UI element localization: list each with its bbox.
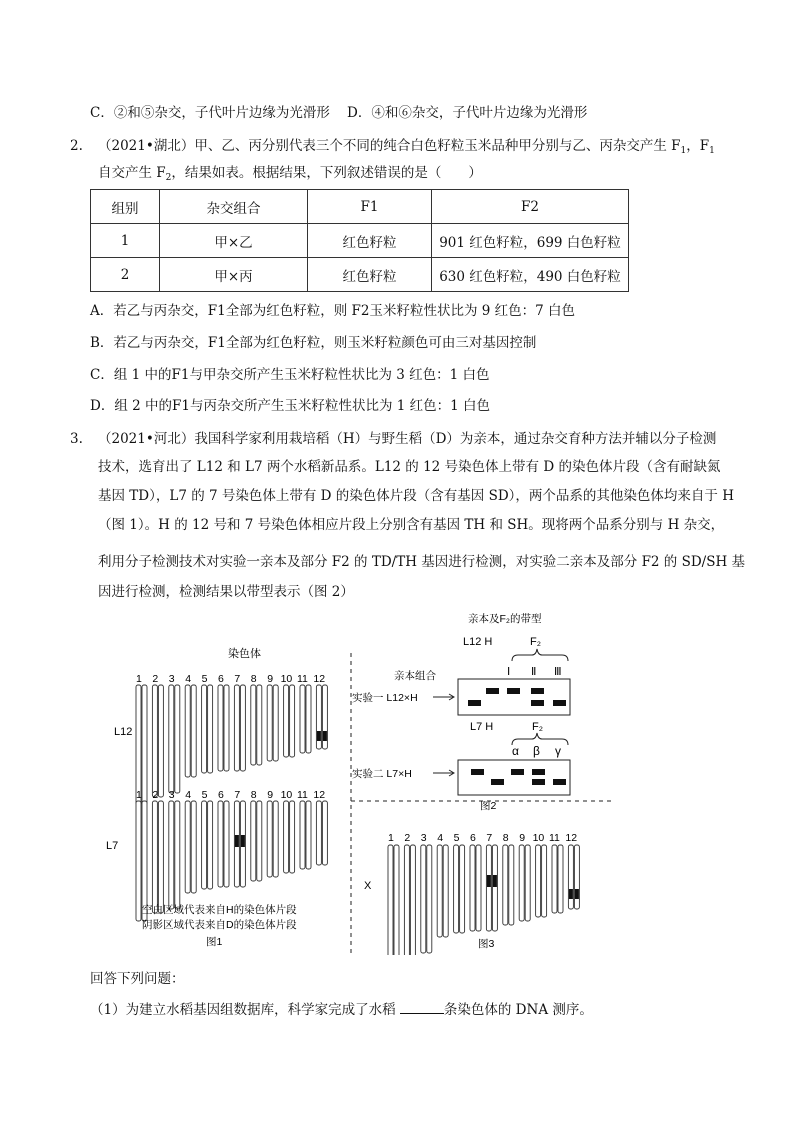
chromosome-number: 11	[297, 673, 308, 685]
chromosome-number: 12	[565, 832, 578, 844]
band	[511, 769, 524, 775]
d-segment	[487, 875, 491, 887]
d-segment	[493, 875, 497, 887]
table-cell: 红色籽粒	[308, 258, 432, 292]
chromosome-number: 2	[152, 673, 159, 685]
chromatid	[394, 845, 399, 955]
chromatid	[136, 801, 141, 921]
table-cell: 1	[91, 224, 160, 258]
band	[471, 769, 484, 775]
chromatid	[306, 685, 311, 753]
table-row	[91, 258, 629, 292]
chromatid	[476, 845, 481, 931]
chromosome-number: 11	[549, 832, 560, 844]
band	[468, 700, 481, 706]
table-cell: 甲×乙	[160, 224, 308, 258]
chromosome-figure	[100, 605, 620, 955]
chromatid	[558, 845, 563, 913]
chromosome-number: 10	[280, 673, 293, 685]
chromosome-number: 1	[388, 832, 394, 844]
chromatid	[503, 845, 508, 925]
exp2-f2-label: F₂	[532, 721, 543, 733]
chromosome-number: 5	[201, 789, 208, 801]
chromosome-number: 5	[201, 673, 208, 685]
chromatid	[158, 685, 163, 797]
chromatid	[470, 845, 475, 931]
band	[532, 779, 545, 785]
exp2-type: α	[512, 744, 519, 758]
chromatid	[240, 685, 245, 771]
d-segment	[569, 889, 573, 899]
exp1-brace	[512, 649, 568, 661]
chromosome-number: 1	[136, 673, 142, 685]
exp1-f2-label: F₂	[530, 636, 541, 648]
chromatid	[202, 685, 207, 773]
chromatid	[218, 685, 223, 771]
table-cell: 901 红色籽粒，699 白色籽粒	[432, 224, 629, 258]
band	[531, 700, 544, 706]
exp2-type: β	[533, 744, 540, 758]
chromatid	[257, 801, 262, 881]
chromatid	[175, 801, 180, 909]
chromatid	[273, 685, 278, 761]
table-cell: 甲×丙	[160, 258, 308, 292]
chromosome-number: 4	[185, 673, 192, 685]
band	[491, 779, 504, 785]
chromatid	[224, 685, 229, 771]
chromatid	[552, 845, 557, 913]
table-cell: 630 红色籽粒，490 白色籽粒	[432, 258, 629, 292]
chromosome-number: 8	[502, 832, 509, 844]
chromosome-number: 9	[519, 832, 526, 844]
chromosome-number: 4	[185, 789, 192, 801]
chromatid	[306, 801, 311, 869]
chromatid	[316, 801, 321, 865]
fig1-title: 染色体	[228, 648, 261, 660]
chromosome-number: 7	[234, 789, 241, 801]
chromatid	[234, 685, 239, 771]
q2-option-a: A．若乙与丙杂交，F1全部为红色籽粒，则 F2玉米籽粒性状比为 9 红色：7 白色	[90, 303, 576, 319]
chromatid	[427, 845, 432, 953]
chromosome-number: 6	[470, 832, 476, 844]
chromatid	[251, 685, 256, 765]
chromatid	[218, 801, 223, 887]
chromatid	[536, 845, 541, 917]
d-segment	[241, 835, 245, 847]
answer-blank[interactable]	[400, 1001, 444, 1014]
chromatid	[443, 845, 448, 937]
band	[553, 700, 566, 706]
chromatid	[191, 801, 196, 893]
chromatid	[574, 845, 579, 909]
chromatid	[290, 685, 295, 757]
chromatid	[185, 801, 190, 893]
chromatid	[208, 685, 213, 773]
exp1-header: L12 H	[463, 636, 493, 648]
exp1-type: Ⅱ	[531, 666, 537, 678]
chromatid	[273, 801, 278, 877]
chromatid	[437, 845, 442, 937]
q3-sub1: （1）为建立水稻基因组数据库，科学家完成了水稻 条染色体的 DNA 测序。	[90, 1002, 593, 1018]
chromatid	[421, 845, 426, 953]
exp1-type: Ⅲ	[554, 666, 562, 678]
chromatid	[322, 801, 327, 865]
chromatid	[410, 845, 415, 955]
chromosome-number: 3	[420, 832, 427, 844]
legend-line-1: 空白区域代表来自H的染色体片段	[142, 904, 297, 916]
chromatid	[169, 801, 174, 909]
q3-stem-line: （2021•河北）我国科学家利用栽培稻（H）与野生稻（D）为亲本，通过杂交育种方法并辅以分子检测	[98, 431, 717, 447]
fig3-caption: 图3	[478, 938, 495, 950]
exp1-type: Ⅰ	[507, 666, 511, 678]
legend-line-2: 阴影区域代表来自D的染色体片段	[142, 919, 297, 931]
q3-stem-line: 利用分子检测技术对实验一亲本及部分 F2 的 TD/TH 基因进行检测，对实验二亲本及部分 F2 的 SD/SH 基	[98, 554, 746, 570]
q1-option-d: D．④和⑥杂交，子代叶片边缘为光滑形	[347, 105, 588, 121]
answer-prompt: 回答下列问题：	[90, 971, 185, 987]
chromatid	[267, 801, 272, 877]
l12-label: L12	[114, 726, 133, 738]
fig2-caption: 图2	[480, 800, 497, 812]
exp1-bands	[468, 688, 566, 706]
exp1-band-box	[458, 679, 570, 715]
chromatid	[519, 845, 524, 921]
chromatid	[492, 845, 497, 931]
chromatid	[300, 801, 305, 869]
q2-number: 2.	[70, 138, 83, 154]
chromatid	[267, 685, 272, 761]
chromosome-number: 7	[486, 832, 493, 844]
chromatid	[142, 685, 147, 805]
fig2-title: 亲本及F₂的带型	[468, 613, 542, 625]
chromatid	[224, 801, 229, 887]
chromatid	[136, 685, 141, 805]
chromatid	[460, 845, 465, 933]
chromosome-number: 11	[297, 789, 308, 801]
x-label: X	[364, 880, 372, 892]
exp2-label: 实验二 L7×H	[352, 768, 412, 780]
d-segment	[323, 731, 327, 741]
chromatid	[290, 801, 295, 873]
q3-stem-line: 技术，选育出了 L12 和 L7 两个水稻新品系。L12 的 12 号染色体上带有 D 的染色体片段（含有耐缺氮	[98, 459, 721, 475]
chromosome-number: 1	[136, 789, 142, 801]
chromosome-number: 5	[453, 832, 460, 844]
chromosome-number: 8	[250, 673, 257, 685]
chromatid	[202, 801, 207, 889]
chromosome-number: 8	[250, 789, 257, 801]
chromatid	[542, 845, 547, 917]
band	[486, 688, 499, 694]
exp2-type: γ	[555, 744, 561, 758]
chromatid	[185, 685, 190, 777]
chromatid	[158, 801, 163, 913]
exp1-label: 实验一 L12×H	[352, 692, 418, 704]
chromatid	[142, 801, 147, 921]
chromatid	[300, 685, 305, 753]
d-segment	[235, 835, 239, 847]
chromosome-number: 12	[313, 673, 326, 685]
chromatid	[509, 845, 514, 925]
chromatid	[404, 845, 409, 955]
chromosome-number: 12	[313, 789, 326, 801]
chromosome-number: 10	[532, 832, 545, 844]
table-header: F2	[432, 190, 629, 224]
chromatid	[568, 845, 573, 909]
band	[553, 779, 566, 785]
chromosome-number: 9	[267, 789, 274, 801]
q3-number: 3.	[70, 431, 83, 447]
chromatid	[284, 685, 289, 757]
q2-stem-line2: 自交产生 $F_2$，结果如表。根据结果，下列叙述错误的是（ ）	[98, 165, 482, 183]
chromatid	[152, 801, 157, 913]
table-header: 组别	[91, 190, 160, 224]
chromatid	[454, 845, 459, 933]
chromatid	[175, 685, 180, 793]
chromosome-number: 4	[437, 832, 444, 844]
q1-option-c: C．②和⑤杂交，子代叶片边缘为光滑形	[90, 105, 330, 121]
chromatid	[152, 685, 157, 797]
results-table	[90, 189, 629, 292]
chromosome-number: 7	[234, 673, 241, 685]
table-header: 杂交组合	[160, 190, 308, 224]
l7-label: L7	[106, 840, 119, 852]
chromatid	[251, 801, 256, 881]
band	[531, 688, 544, 694]
chromosome-number: 9	[267, 673, 274, 685]
chromosome-number: 6	[218, 789, 224, 801]
table-cell: 2	[91, 258, 160, 292]
table-row	[91, 224, 629, 258]
chromosome-number: 3	[168, 673, 175, 685]
chromatid	[388, 845, 393, 955]
q2-option-c: C．组 1 中的F1与甲杂交所产生玉米籽粒性状比为 3 红色：1 白色	[90, 367, 490, 383]
table-header: F1	[308, 190, 432, 224]
q2-stem-line1: （2021•湖北）甲、乙、丙分别代表三个不同的纯合白色籽粒玉米品种甲分别与乙、丙杂交产生 $F_1$，$F_1$	[98, 138, 715, 156]
table-cell: 红色籽粒	[308, 224, 432, 258]
exp2-band-box	[458, 760, 570, 795]
parents-label: 亲本组合	[394, 670, 436, 682]
q3-stem-line: 基因 TD），L7 的 7 号染色体上带有 D 的染色体片段（含有基因 SD），两个品系的其他染色体均来自于 H	[98, 488, 734, 504]
chromosome-number: 2	[404, 832, 411, 844]
chromosome-number: 3	[168, 789, 175, 801]
d-segment	[317, 731, 321, 741]
band	[507, 688, 520, 694]
chromatid	[284, 801, 289, 873]
q2-option-d: D．组 2 中的F1与丙杂交所产生玉米籽粒性状比为 1 红色：1 白色	[90, 398, 491, 414]
chromatid	[525, 845, 530, 921]
chromatid	[169, 685, 174, 793]
chromosome-number: 2	[152, 789, 159, 801]
q2-option-b: B．若乙与丙杂交，F1全部为红色籽粒，则玉米籽粒颜色可由三对基因控制	[90, 335, 537, 351]
d-segment	[575, 889, 579, 899]
exp2-header: L7 H	[470, 721, 494, 733]
chromatid	[208, 801, 213, 889]
chromosome-number: 6	[218, 673, 224, 685]
chromatid	[486, 845, 491, 931]
band	[532, 769, 545, 775]
chromatid	[191, 685, 196, 777]
chromatid	[257, 685, 262, 765]
q3-stem-line: 因进行检测，检测结果以带型表示（图 2）	[98, 584, 354, 600]
chromosome-number: 10	[280, 789, 293, 801]
q3-stem-line: （图 1）。H 的 12 号和 7 号染色体相应片段上分别含有基因 TH 和 SH。现将两个品系分别与 H 杂交，	[98, 517, 725, 533]
exp2-bands	[471, 769, 566, 785]
fig1-caption: 图1	[206, 936, 223, 948]
table-header-row	[91, 190, 629, 224]
